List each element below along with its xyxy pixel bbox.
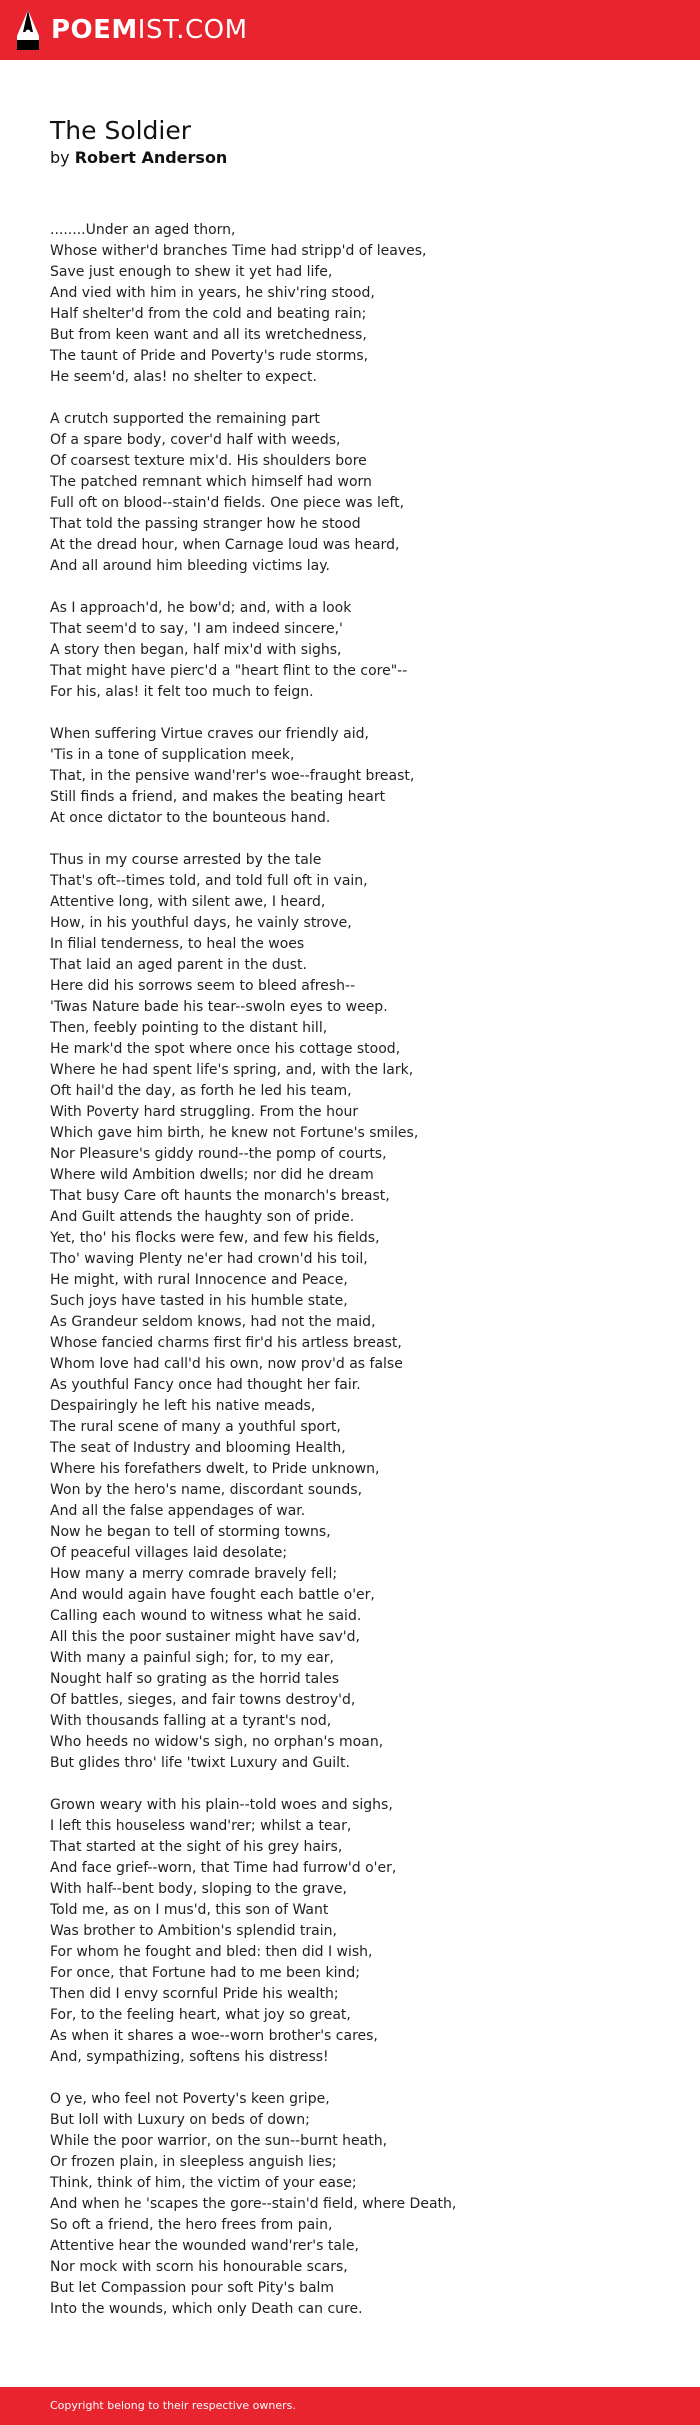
poem-line: Thus in my course arrested by the tale: [50, 852, 322, 868]
site-logo-link[interactable]: [17, 9, 248, 51]
poem-line: That started at the sight of his grey hairs,: [50, 1839, 343, 1855]
poem-line: Where he had spent life's spring, and, with the lark,: [50, 1062, 414, 1078]
poem-line: That busy Care oft haunts the monarch's breast,: [50, 1188, 390, 1204]
poem-line: Of coarsest texture mix'd. His shoulders bore: [50, 453, 367, 469]
poem-line: That laid an aged parent in the dust.: [50, 957, 307, 973]
poem-line: Oft hail'd the day, as forth he led his team,: [50, 1083, 352, 1099]
site-logo-text: [51, 17, 248, 43]
poem-line: Calling each wound to witness what he said.: [50, 1608, 362, 1624]
poem-line: In filial tenderness, to heal the woes: [50, 936, 305, 952]
poem-line: Whose fancied charms first fir'd his artless breast,: [50, 1335, 402, 1351]
poem-line: Where his forefathers dwelt, to Pride unknown,: [50, 1461, 380, 1477]
poem-line: Full oft on blood--stain'd fields. One piece was left,: [50, 495, 405, 511]
poem-line: Of peaceful villages laid desolate;: [50, 1545, 288, 1561]
copyright-text: Copyright belong to their respective owners.: [50, 2399, 296, 2412]
poem-line: When suffering Virtue craves our friendly aid,: [50, 726, 369, 742]
poem-line: Attentive long, with silent awe, I heard,: [50, 894, 326, 910]
poem-line: But glides thro' life 'twixt Luxury and Guilt.: [50, 1755, 350, 1771]
poem-line: Yet, tho' his flocks were few, and few his fields,: [50, 1230, 380, 1246]
poem-line: But loll with Luxury on beds of down;: [50, 2112, 310, 2128]
poem-line: Told me, as on I mus'd, this son of Want: [50, 1902, 329, 1918]
poem-stanza: [50, 409, 670, 577]
poem-stanza: [50, 1795, 670, 2068]
poem-line: Save just enough to shew it yet had life,: [50, 264, 333, 280]
poem-line: How many a merry comrade bravely fell;: [50, 1566, 338, 1582]
poem-line: That told the passing stranger how he stood: [50, 516, 361, 532]
site-footer: [0, 2387, 700, 2425]
poem-line: Who heeds no widow's sigh, no orphan's moan,: [50, 1734, 384, 1750]
poem-line: Whom love had call'd his own, now prov'd as false: [50, 1356, 403, 1372]
poem-line: He mark'd the spot where once his cottage stood,: [50, 1041, 401, 1057]
poem-line: O ye, who feel not Poverty's keen gripe,: [50, 2091, 330, 2107]
by-label: by: [50, 148, 70, 167]
author-link[interactable]: Robert Anderson: [74, 148, 228, 167]
poem-line: He might, with rural Innocence and Peace,: [50, 1272, 348, 1288]
poem-line: And all around him bleeding victims lay.: [50, 558, 330, 574]
poem-line: That might have pierc'd a "heart flint to the core"--: [50, 663, 408, 679]
poem-line: Nought half so grating as the horrid tales: [50, 1671, 339, 1687]
poem-line: But let Compassion pour soft Pity's balm: [50, 2280, 335, 2296]
poem-stanza: [50, 2089, 670, 2320]
poem-line: With many a painful sigh; for, to my ear,: [50, 1650, 334, 1666]
poem-body: [50, 220, 670, 2341]
poem-stanza: [50, 220, 670, 388]
poem-line: Which gave him birth, he knew not Fortune's smiles,: [50, 1125, 419, 1141]
poem-line: Such joys have tasted in his humble state,: [50, 1293, 348, 1309]
poem-stanza: [50, 598, 670, 703]
poem-line: I left this houseless wand'rer; whilst a tear,: [50, 1818, 352, 1834]
poem-line: For, to the feeling heart, what joy so great,: [50, 2007, 351, 2023]
poem-line: And would again have fought each battle o'er,: [50, 1587, 375, 1603]
poem-line: 'Tis in a tone of supplication meek,: [50, 747, 295, 763]
poem-line: The taunt of Pride and Poverty's rude storms,: [50, 348, 369, 364]
poem-line: Was brother to Ambition's splendid train,: [50, 1923, 337, 1939]
poem-line: Still finds a friend, and makes the beating heart: [50, 789, 386, 805]
poem-line: And Guilt attends the haughty son of pride.: [50, 1209, 355, 1225]
logo-light-text: IST.COM: [137, 15, 248, 45]
poem-line: At once dictator to the bounteous hand.: [50, 810, 331, 826]
poem-line: And vied with him in years, he shiv'ring stood,: [50, 285, 375, 301]
poem-line: Half shelter'd from the cold and beating rain;: [50, 306, 367, 322]
poem-line: He seem'd, alas! no shelter to expect.: [50, 369, 317, 385]
poem-line: A crutch supported the remaining part: [50, 411, 320, 427]
pen-nib-icon: [17, 10, 39, 50]
poem-line: ........Under an aged thorn,: [50, 222, 236, 238]
poem-line: As Grandeur seldom knows, had not the maid,: [50, 1314, 376, 1330]
poem-line: Grown weary with his plain--told woes and sighs,: [50, 1797, 393, 1813]
poem-line: Nor Pleasure's giddy round--the pomp of courts,: [50, 1146, 387, 1162]
poem-line: As when it shares a woe--worn brother's cares,: [50, 2028, 378, 2044]
poem-line: And, sympathizing, softens his distress!: [50, 2049, 329, 2065]
poem-line: Of a spare body, cover'd half with weeds,: [50, 432, 341, 448]
poem-line: So oft a friend, the hero frees from pain,: [50, 2217, 333, 2233]
poem-line: Tho' waving Plenty ne'er had crown'd his toil,: [50, 1251, 368, 1267]
poem-line: The patched remnant which himself had worn: [50, 474, 372, 490]
poem-line: And when he 'scapes the gore--stain'd field, where Death,: [50, 2196, 457, 2212]
poem-line: The rural scene of many a youthful sport,: [50, 1419, 341, 1435]
poem-line: Or frozen plain, in sleepless anguish lies;: [50, 2154, 337, 2170]
poem-title: The Soldier: [50, 116, 192, 145]
poem-line: Won by the hero's name, discordant sounds,: [50, 1482, 363, 1498]
poem-byline: [50, 148, 227, 168]
poem-line: As I approach'd, he bow'd; and, with a look: [50, 600, 352, 616]
poem-line: Where wild Ambition dwells; nor did he dream: [50, 1167, 374, 1183]
poem-line: 'Twas Nature bade his tear--swoln eyes to weep.: [50, 999, 388, 1015]
poem-line: And all the false appendages of war.: [50, 1503, 306, 1519]
poem-line: At the dread hour, when Carnage loud was heard,: [50, 537, 400, 553]
poem-line: Then did I envy scornful Pride his wealth;: [50, 1986, 339, 2002]
poem-line: As youthful Fancy once had thought her fair.: [50, 1377, 361, 1393]
poem-line: Think, think of him, the victim of your ease;: [50, 2175, 357, 2191]
poem-line: But from keen want and all its wretchedness,: [50, 327, 367, 343]
poem-line: While the poor warrior, on the sun--burnt heath,: [50, 2133, 388, 2149]
poem-line: Of battles, sieges, and fair towns destroy'd,: [50, 1692, 356, 1708]
poem-line: Nor mock with scorn his honourable scars,: [50, 2259, 348, 2275]
poem-line: That, in the pensive wand'rer's woe--fraught breast,: [50, 768, 415, 784]
poem-line: Then, feebly pointing to the distant hill,: [50, 1020, 328, 1036]
poem-line: With Poverty hard struggling. From the hour: [50, 1104, 359, 1120]
poem-line: Here did his sorrows seem to bleed afresh--: [50, 978, 356, 994]
poem-stanza: [50, 724, 670, 829]
poem-line: For whom he fought and bled: then did I wish,: [50, 1944, 373, 1960]
logo-bold-text: POEM: [51, 15, 138, 45]
poem-line: A story then began, half mix'd with sighs,: [50, 642, 342, 658]
poem-stanza: [50, 850, 670, 1774]
poem-line: The seat of Industry and blooming Health,: [50, 1440, 346, 1456]
poem-line: How, in his youthful days, he vainly strove,: [50, 915, 352, 931]
poem-line: All this the poor sustainer might have sav'd,: [50, 1629, 360, 1645]
poem-line: That's oft--times told, and told full oft in vain,: [50, 873, 368, 889]
poem-line: For his, alas! it felt too much to feign.: [50, 684, 314, 700]
poem-line: Into the wounds, which only Death can cure.: [50, 2301, 363, 2317]
poem-line: Attentive hear the wounded wand'rer's tale,: [50, 2238, 359, 2254]
poem-line: For once, that Fortune had to me been kind;: [50, 1965, 360, 1981]
poem-line: Despairingly he left his native meads,: [50, 1398, 316, 1414]
poem-line: With thousands falling at a tyrant's nod,: [50, 1713, 332, 1729]
poem-line: Whose wither'd branches Time had stripp'd of leaves,: [50, 243, 427, 259]
poem-line: And face grief--worn, that Time had furrow'd o'er,: [50, 1860, 397, 1876]
poem-line: That seem'd to say, 'I am indeed sincere,': [50, 621, 343, 637]
poem-line: With half--bent body, sloping to the grave,: [50, 1881, 347, 1897]
poem-line: Now he began to tell of storming towns,: [50, 1524, 331, 1540]
site-header: [0, 0, 700, 60]
